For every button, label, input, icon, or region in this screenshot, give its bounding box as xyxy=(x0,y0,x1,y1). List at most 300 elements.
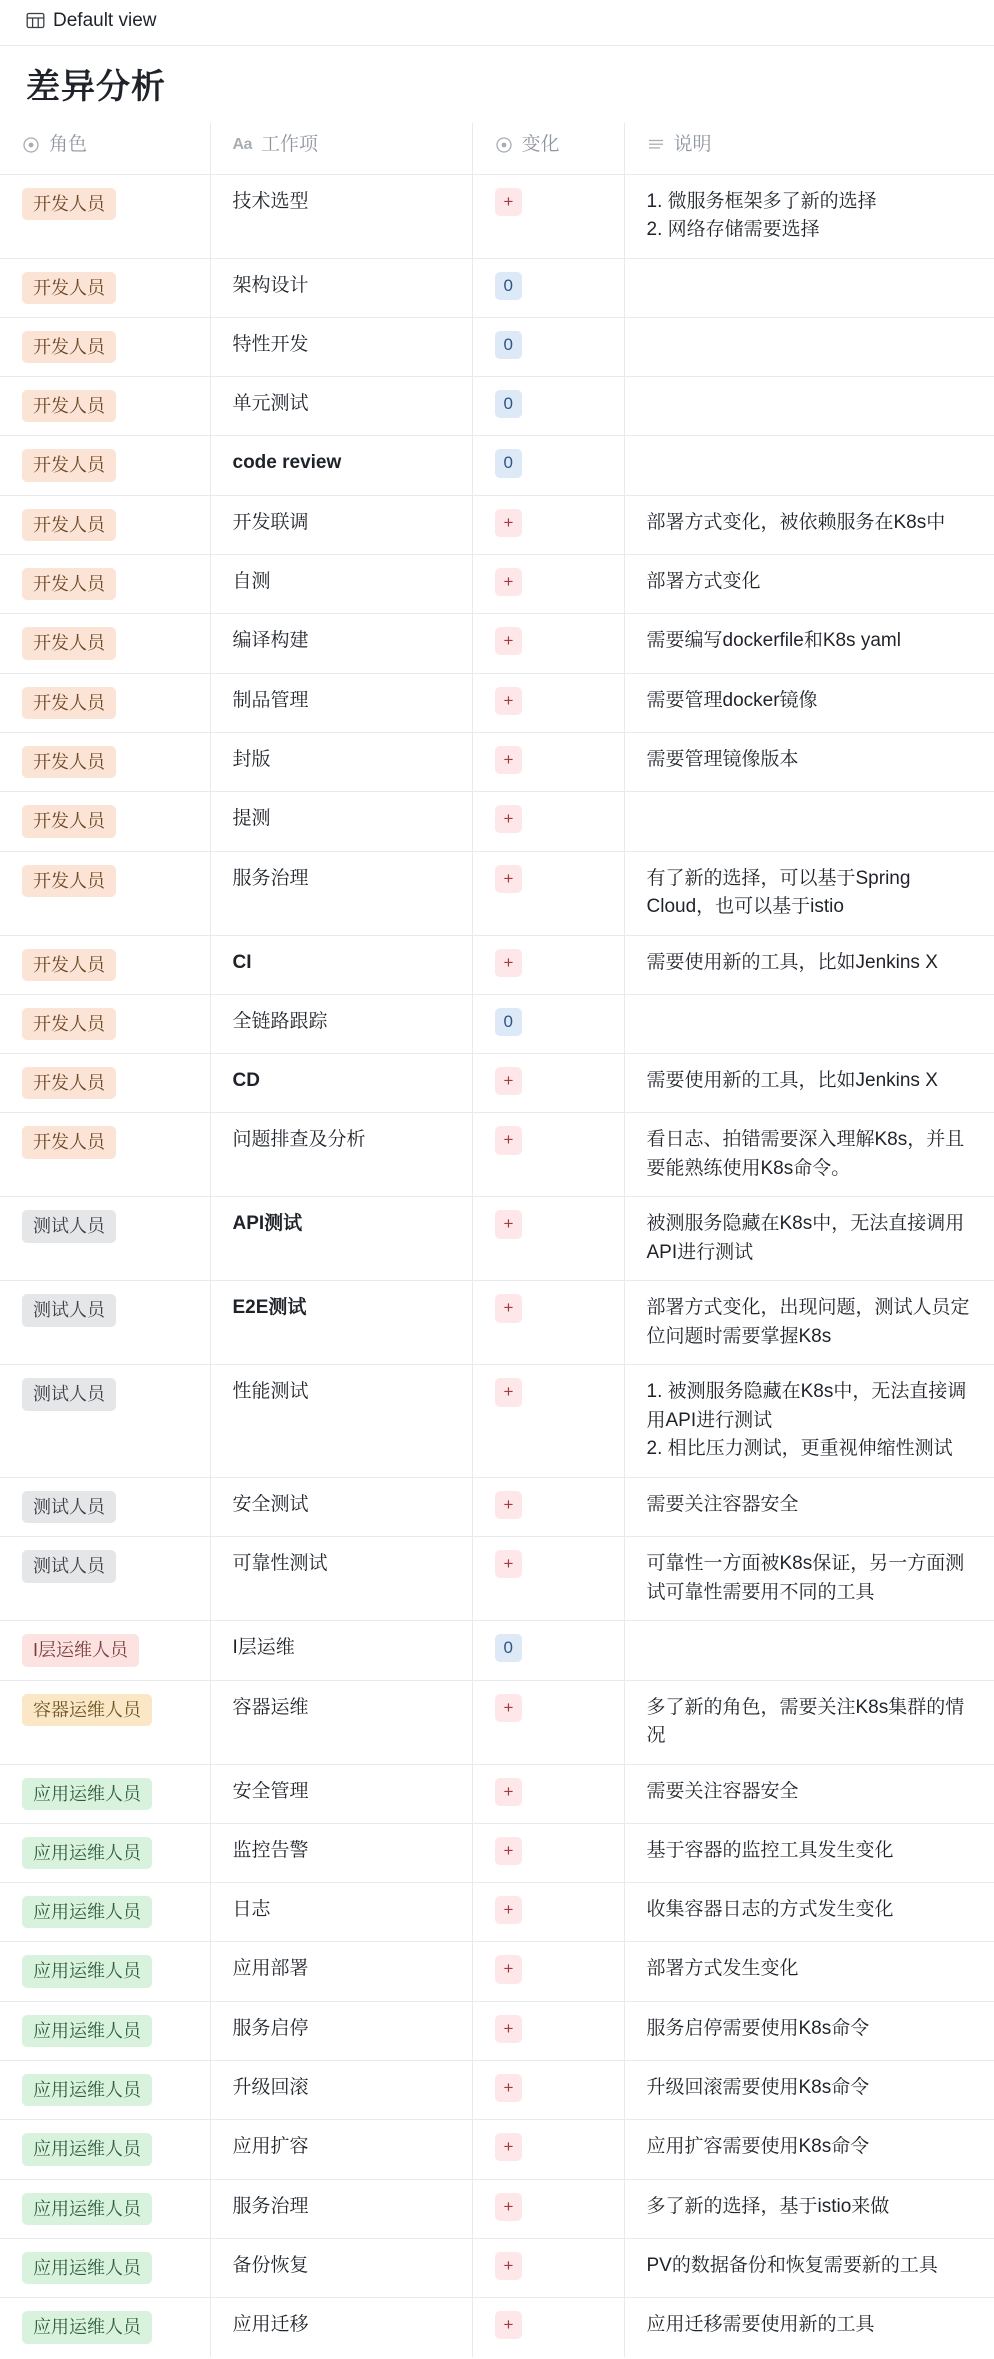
table-row xyxy=(0,1823,994,1882)
cell-work-item[interactable] xyxy=(210,495,472,554)
cell-role[interactable] xyxy=(0,1477,210,1536)
table-row xyxy=(0,1113,994,1197)
column-header-role[interactable] xyxy=(0,123,210,174)
description-line: 需要使用新的工具，比如Jenkins X xyxy=(646,1070,938,1092)
cell-description[interactable] xyxy=(624,436,994,495)
table-row xyxy=(0,1281,994,1365)
work-item-text: 封版 xyxy=(232,748,271,770)
role-tag: 开发人员 xyxy=(22,805,116,837)
work-item-text: 监控告警 xyxy=(232,1839,309,1861)
table-row xyxy=(0,2061,994,2120)
description-line: 可靠性一方面被K8s保证，另一方面测试可靠性需要用不同的工具 xyxy=(646,1553,965,1603)
description-line: 有了新的选择，可以基于Spring Cloud，也可以基于istio xyxy=(646,867,911,918)
cell-role[interactable] xyxy=(0,174,210,258)
view-tab-default[interactable] xyxy=(26,10,157,36)
cell-change[interactable] xyxy=(472,174,624,258)
cell-work-item[interactable] xyxy=(210,1113,472,1197)
table-row xyxy=(0,1365,994,1478)
change-tag: + xyxy=(495,627,523,655)
work-item-text: 可靠性测试 xyxy=(232,1553,328,1575)
description-line: 看日志、拍错需要深入理解K8s，并且要能熟练使用K8s命令。 xyxy=(646,1129,965,1179)
cell-description[interactable] xyxy=(624,174,994,258)
change-tag: 0 xyxy=(495,331,522,359)
role-tag: 测试人员 xyxy=(22,1294,116,1326)
cell-change[interactable] xyxy=(472,1823,624,1882)
role-tag: 应用运维人员 xyxy=(22,1955,152,1987)
change-tag: + xyxy=(495,1778,523,1806)
cell-role[interactable] xyxy=(0,1281,210,1365)
work-item-text: 服务治理 xyxy=(232,867,309,889)
description-line: 基于容器的监控工具发生变化 xyxy=(646,1839,894,1861)
role-tag: 应用运维人员 xyxy=(22,2252,152,2284)
table-row xyxy=(0,1054,994,1113)
cell-work-item[interactable] xyxy=(210,1477,472,1536)
cell-role[interactable] xyxy=(0,2238,210,2297)
description-line: 多了新的选择，基于istio来做 xyxy=(646,2195,890,2217)
change-tag: + xyxy=(495,1491,523,1519)
cell-description[interactable] xyxy=(624,1621,994,1680)
cell-work-item[interactable] xyxy=(210,1680,472,1764)
cell-work-item[interactable] xyxy=(210,2298,472,2357)
cell-change[interactable] xyxy=(472,2120,624,2179)
work-item-text: 备份恢复 xyxy=(232,2254,309,2276)
cell-description[interactable] xyxy=(624,1823,994,1882)
cell-work-item[interactable] xyxy=(210,1365,472,1478)
cell-role[interactable] xyxy=(0,1680,210,1764)
change-tag: + xyxy=(495,568,523,596)
table-row xyxy=(0,555,994,614)
work-item-text: I层运维 xyxy=(232,1637,295,1659)
change-tag: + xyxy=(495,1837,523,1865)
page-title: 差异分析 xyxy=(26,68,166,106)
table-row xyxy=(0,851,994,935)
cell-description[interactable] xyxy=(624,495,994,554)
table-row xyxy=(0,495,994,554)
description-line: 需要管理镜像版本 xyxy=(646,748,799,770)
cell-change[interactable] xyxy=(472,258,624,317)
work-item-text: 提测 xyxy=(232,808,271,830)
cell-work-item[interactable] xyxy=(210,555,472,614)
cell-work-item[interactable] xyxy=(210,1764,472,1823)
work-item-text: 服务启停 xyxy=(232,2017,309,2039)
cell-change[interactable] xyxy=(472,377,624,436)
table-row xyxy=(0,1197,994,1281)
work-item-text: 安全测试 xyxy=(232,1493,309,1515)
cell-change[interactable] xyxy=(472,1113,624,1197)
cell-work-item[interactable] xyxy=(210,851,472,935)
table-row xyxy=(0,317,994,376)
role-tag: 开发人员 xyxy=(22,568,116,600)
table-row xyxy=(0,1621,994,1680)
cell-role[interactable] xyxy=(0,2061,210,2120)
view-tab-bar xyxy=(0,0,994,46)
cell-work-item[interactable] xyxy=(210,2238,472,2297)
cell-role[interactable] xyxy=(0,495,210,554)
cell-description[interactable] xyxy=(624,792,994,851)
description-line: 被测服务隐藏在K8s中，无法直接调用API进行测试 xyxy=(646,1213,965,1263)
description-line: PV的数据备份和恢复需要新的工具 xyxy=(646,2254,938,2276)
cell-role[interactable] xyxy=(0,851,210,935)
cell-description[interactable] xyxy=(624,994,994,1053)
change-tag: 0 xyxy=(495,1008,522,1036)
difference-analysis-table xyxy=(0,123,994,2356)
description-line: 1. 被测服务隐藏在K8s中，无法直接调用API进行测试 xyxy=(646,1381,967,1431)
change-tag: + xyxy=(495,1210,523,1238)
role-tag: 开发人员 xyxy=(22,865,116,897)
table-row xyxy=(0,792,994,851)
cell-description[interactable] xyxy=(624,1113,994,1197)
cell-change[interactable] xyxy=(472,1281,624,1365)
cell-work-item[interactable] xyxy=(210,1281,472,1365)
work-item-text: 技术选型 xyxy=(232,190,309,212)
role-tag: 开发人员 xyxy=(22,272,116,304)
cell-work-item[interactable] xyxy=(210,2001,472,2060)
cell-change[interactable] xyxy=(472,1680,624,1764)
cell-description[interactable] xyxy=(624,1942,994,2001)
cell-role[interactable] xyxy=(0,792,210,851)
cell-description[interactable] xyxy=(624,732,994,791)
table-row xyxy=(0,732,994,791)
cell-work-item[interactable] xyxy=(210,792,472,851)
description-line: 2. 网络存储需要选择 xyxy=(646,219,820,241)
role-tag: 开发人员 xyxy=(22,449,116,481)
cell-role[interactable] xyxy=(0,1537,210,1621)
cell-change[interactable] xyxy=(472,555,624,614)
change-tag: + xyxy=(495,1896,523,1924)
table-header-row xyxy=(0,123,994,174)
text-aa-icon: Aa xyxy=(232,136,252,154)
cell-work-item[interactable] xyxy=(210,614,472,673)
cell-description[interactable] xyxy=(624,1537,994,1621)
role-tag: 开发人员 xyxy=(22,1067,116,1099)
cell-work-item[interactable] xyxy=(210,1942,472,2001)
cell-work-item[interactable] xyxy=(210,2179,472,2238)
cell-role[interactable] xyxy=(0,555,210,614)
cell-description[interactable] xyxy=(624,1054,994,1113)
work-item-text: 安全管理 xyxy=(232,1780,309,1802)
change-tag: + xyxy=(495,746,523,774)
work-item-text: 特性开发 xyxy=(232,333,309,355)
description-line: 需要编写dockerfile和K8s yaml xyxy=(646,630,901,652)
column-header-desc[interactable] xyxy=(624,123,994,174)
cell-role[interactable] xyxy=(0,1197,210,1281)
change-tag: + xyxy=(495,2193,523,2221)
cell-description[interactable] xyxy=(624,1365,994,1478)
cell-description[interactable] xyxy=(624,2179,994,2238)
single-select-icon xyxy=(495,136,513,154)
change-tag: + xyxy=(495,687,523,715)
work-item-text: 容器运维 xyxy=(232,1696,309,1718)
cell-change[interactable] xyxy=(472,1477,624,1536)
change-tag: + xyxy=(495,188,523,216)
cell-role[interactable] xyxy=(0,258,210,317)
change-tag: 0 xyxy=(495,272,522,300)
role-tag: 开发人员 xyxy=(22,1126,116,1158)
change-tag: + xyxy=(495,1067,523,1095)
role-tag: 测试人员 xyxy=(22,1491,116,1523)
cell-description[interactable] xyxy=(624,851,994,935)
table-row xyxy=(0,2238,994,2297)
change-tag: + xyxy=(495,1378,523,1406)
table-row xyxy=(0,436,994,495)
role-tag: 应用运维人员 xyxy=(22,1778,152,1810)
change-tag: 0 xyxy=(495,390,522,418)
cell-role[interactable] xyxy=(0,994,210,1053)
table-row xyxy=(0,2001,994,2060)
role-tag: 应用运维人员 xyxy=(22,1837,152,1869)
cell-change[interactable] xyxy=(472,2298,624,2357)
description-line: 需要关注容器安全 xyxy=(646,1493,799,1515)
cell-role[interactable] xyxy=(0,732,210,791)
cell-work-item[interactable] xyxy=(210,673,472,732)
role-tag: 容器运维人员 xyxy=(22,1694,152,1726)
cell-role[interactable] xyxy=(0,2179,210,2238)
cell-work-item[interactable] xyxy=(210,258,472,317)
cell-work-item[interactable] xyxy=(210,935,472,994)
cell-change[interactable] xyxy=(472,792,624,851)
cell-change[interactable] xyxy=(472,1365,624,1478)
work-item-text: 应用部署 xyxy=(232,1958,309,1980)
role-tag: 开发人员 xyxy=(22,331,116,363)
cell-change[interactable] xyxy=(472,1621,624,1680)
change-tag: + xyxy=(495,2133,523,2161)
role-tag: 应用运维人员 xyxy=(22,2193,152,2225)
work-item-text: 自测 xyxy=(232,571,271,593)
cell-role[interactable] xyxy=(0,935,210,994)
multiline-text-icon xyxy=(647,136,665,154)
role-tag: 应用运维人员 xyxy=(22,2015,152,2047)
cell-role[interactable] xyxy=(0,1823,210,1882)
description-line: 部署方式变化 xyxy=(646,571,761,593)
cell-work-item[interactable] xyxy=(210,436,472,495)
role-tag: I层运维人员 xyxy=(22,1634,139,1666)
change-tag: + xyxy=(495,1694,523,1722)
change-tag: + xyxy=(495,1294,523,1322)
description-line: 需要使用新的工具，比如Jenkins X xyxy=(646,951,938,973)
change-tag: + xyxy=(495,1550,523,1578)
work-item-text: 制品管理 xyxy=(232,689,309,711)
change-tag: 0 xyxy=(495,1634,522,1662)
change-tag: + xyxy=(495,805,523,833)
cell-change[interactable] xyxy=(472,935,624,994)
cell-change[interactable] xyxy=(472,732,624,791)
work-item-text: 升级回滚 xyxy=(232,2077,309,2099)
cell-description[interactable] xyxy=(624,555,994,614)
role-tag: 开发人员 xyxy=(22,390,116,422)
single-select-icon xyxy=(22,136,40,154)
column-header-item-label: 工作项 xyxy=(260,134,318,156)
cell-change[interactable] xyxy=(472,1883,624,1942)
change-tag: + xyxy=(495,2015,523,2043)
cell-role[interactable] xyxy=(0,614,210,673)
description-line: 应用扩容需要使用K8s命令 xyxy=(646,2136,870,2158)
cell-work-item[interactable] xyxy=(210,1621,472,1680)
description-line: 1. 微服务框架多了新的选择 xyxy=(646,190,877,212)
cell-work-item[interactable] xyxy=(210,377,472,436)
table-body xyxy=(0,174,994,2356)
cell-description[interactable] xyxy=(624,258,994,317)
cell-description[interactable] xyxy=(624,2238,994,2297)
cell-description[interactable] xyxy=(624,1764,994,1823)
cell-role[interactable] xyxy=(0,1621,210,1680)
table-row xyxy=(0,174,994,258)
cell-work-item[interactable] xyxy=(210,1054,472,1113)
table-row xyxy=(0,1477,994,1536)
cell-description[interactable] xyxy=(624,2061,994,2120)
cell-role[interactable] xyxy=(0,1113,210,1197)
cell-role[interactable] xyxy=(0,673,210,732)
table-row xyxy=(0,1942,994,2001)
cell-role[interactable] xyxy=(0,2120,210,2179)
work-item-text: 问题排查及分析 xyxy=(232,1129,366,1151)
role-tag: 应用运维人员 xyxy=(22,2311,152,2343)
cell-work-item[interactable] xyxy=(210,1883,472,1942)
table-row xyxy=(0,377,994,436)
table-row xyxy=(0,614,994,673)
work-item-text: 性能测试 xyxy=(232,1381,309,1403)
change-tag: + xyxy=(495,509,523,537)
table-grid-icon xyxy=(26,11,45,30)
table-row xyxy=(0,2179,994,2238)
column-header-item[interactable] xyxy=(210,123,472,174)
cell-role[interactable] xyxy=(0,436,210,495)
cell-role[interactable] xyxy=(0,2298,210,2357)
cell-change[interactable] xyxy=(472,1197,624,1281)
change-tag: 0 xyxy=(495,449,522,477)
table-row xyxy=(0,673,994,732)
cell-work-item[interactable] xyxy=(210,2120,472,2179)
role-tag: 开发人员 xyxy=(22,188,116,220)
change-tag: + xyxy=(495,865,523,893)
cell-description[interactable] xyxy=(624,1680,994,1764)
cell-description[interactable] xyxy=(624,317,994,376)
change-tag: + xyxy=(495,1955,523,1983)
description-line: 升级回滚需要使用K8s命令 xyxy=(646,2077,870,2099)
cell-change[interactable] xyxy=(472,851,624,935)
work-item-text: 单元测试 xyxy=(232,393,309,415)
cell-description[interactable] xyxy=(624,1477,994,1536)
cell-role[interactable] xyxy=(0,317,210,376)
work-item-text: 编译构建 xyxy=(232,630,309,652)
cell-description[interactable] xyxy=(624,2001,994,2060)
cell-description[interactable] xyxy=(624,2120,994,2179)
cell-change[interactable] xyxy=(472,317,624,376)
description-line: 部署方式变化，出现问题，测试人员定位问题时需要掌握K8s xyxy=(646,1297,970,1347)
work-item-text: 架构设计 xyxy=(232,274,309,296)
description-line: 需要管理docker镜像 xyxy=(646,689,818,711)
cell-change[interactable] xyxy=(472,994,624,1053)
change-tag: + xyxy=(495,1126,523,1154)
cell-role[interactable] xyxy=(0,1365,210,1478)
table-row xyxy=(0,1537,994,1621)
cell-change[interactable] xyxy=(472,1764,624,1823)
table-row xyxy=(0,2298,994,2357)
description-line: 收集容器日志的方式发生变化 xyxy=(646,1899,894,1921)
work-item-text: 服务治理 xyxy=(232,2195,309,2217)
role-tag: 开发人员 xyxy=(22,1008,116,1040)
change-tag: + xyxy=(495,2311,523,2339)
cell-role[interactable] xyxy=(0,1764,210,1823)
cell-description[interactable] xyxy=(624,935,994,994)
role-tag: 测试人员 xyxy=(22,1378,116,1410)
cell-change[interactable] xyxy=(472,2061,624,2120)
table-row xyxy=(0,1764,994,1823)
description-line: 服务启停需要使用K8s命令 xyxy=(646,2017,870,2039)
cell-change[interactable] xyxy=(472,614,624,673)
description-line: 部署方式变化，被依赖服务在K8s中 xyxy=(646,511,946,533)
role-tag: 开发人员 xyxy=(22,949,116,981)
cell-description[interactable] xyxy=(624,1281,994,1365)
cell-role[interactable] xyxy=(0,377,210,436)
view-tab-label: Default view xyxy=(53,9,157,31)
cell-change[interactable] xyxy=(472,495,624,554)
description-line: 多了新的角色，需要关注K8s集群的情况 xyxy=(646,1696,965,1747)
description-line: 2. 相比压力测试，更重视伸缩性测试 xyxy=(646,1438,953,1460)
cell-description[interactable] xyxy=(624,2298,994,2357)
cell-description[interactable] xyxy=(624,1197,994,1281)
cell-description[interactable] xyxy=(624,614,994,673)
cell-role[interactable] xyxy=(0,2001,210,2060)
role-tag: 开发人员 xyxy=(22,746,116,778)
cell-change[interactable] xyxy=(472,436,624,495)
cell-role[interactable] xyxy=(0,1054,210,1113)
cell-change[interactable] xyxy=(472,673,624,732)
cell-work-item[interactable] xyxy=(210,994,472,1053)
table-row xyxy=(0,1680,994,1764)
work-item-text: 日志 xyxy=(232,1899,271,1921)
cell-change[interactable] xyxy=(472,1942,624,2001)
cell-description[interactable] xyxy=(624,673,994,732)
work-item-text: code review xyxy=(232,452,342,474)
cell-work-item[interactable] xyxy=(210,1537,472,1621)
cell-role[interactable] xyxy=(0,1883,210,1942)
change-tag: + xyxy=(495,2074,523,2102)
change-tag: + xyxy=(495,949,523,977)
cell-work-item[interactable] xyxy=(210,174,472,258)
change-tag: + xyxy=(495,2252,523,2280)
column-header-change[interactable] xyxy=(472,123,624,174)
description-line: 需要关注容器安全 xyxy=(646,1780,799,1802)
cell-change[interactable] xyxy=(472,1537,624,1621)
table-row xyxy=(0,994,994,1053)
cell-change[interactable] xyxy=(472,2001,624,2060)
work-item-text: 全链路跟踪 xyxy=(232,1010,328,1032)
column-header-desc-label: 说明 xyxy=(673,134,712,156)
cell-role[interactable] xyxy=(0,1942,210,2001)
cell-description[interactable] xyxy=(624,1883,994,1942)
cell-work-item[interactable] xyxy=(210,1823,472,1882)
work-item-text: CI xyxy=(232,951,252,973)
role-tag: 测试人员 xyxy=(22,1210,116,1242)
table-row xyxy=(0,1883,994,1942)
role-tag: 应用运维人员 xyxy=(22,1896,152,1928)
role-tag: 应用运维人员 xyxy=(22,2074,152,2106)
work-item-text: 应用迁移 xyxy=(232,2314,309,2336)
cell-work-item[interactable] xyxy=(210,732,472,791)
cell-work-item[interactable] xyxy=(210,317,472,376)
cell-change[interactable] xyxy=(472,2179,624,2238)
cell-work-item[interactable] xyxy=(210,2061,472,2120)
cell-change[interactable] xyxy=(472,2238,624,2297)
cell-work-item[interactable] xyxy=(210,1197,472,1281)
work-item-text: API测试 xyxy=(232,1213,303,1235)
table-row xyxy=(0,2120,994,2179)
cell-change[interactable] xyxy=(472,1054,624,1113)
role-tag: 开发人员 xyxy=(22,627,116,659)
description-line: 部署方式发生变化 xyxy=(646,1958,799,1980)
cell-description[interactable] xyxy=(624,377,994,436)
column-header-change-label: 变化 xyxy=(521,134,560,156)
